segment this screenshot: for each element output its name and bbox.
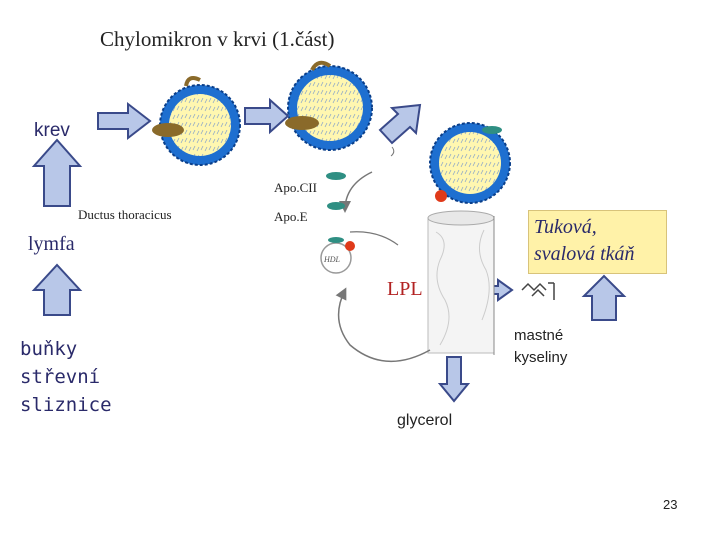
arrow-chylo1-to-chylo2: [245, 100, 288, 132]
chylomicron-1: [152, 78, 240, 165]
label-fatty-line-2: kyseliny: [514, 349, 568, 366]
label-tissue-line-1: Tuková,: [534, 216, 597, 238]
label-hdl: HDL: [324, 255, 341, 264]
label-bunky-line-2: střevní: [20, 366, 101, 388]
label-bunky-line-1: buňky: [20, 338, 78, 360]
arrow-lymph-to-blood: [34, 140, 80, 206]
label-fatty-line-1: mastné: [514, 327, 564, 344]
label-glycerol: glycerol: [397, 412, 453, 429]
arrow-krev-right: [98, 104, 150, 138]
fatty-acid-molecule-icon: [522, 283, 554, 300]
label-tukova-svalova-tkan: [534, 214, 635, 268]
label-apo-cii: Apo.CII: [274, 180, 317, 195]
label-mastne-kyseliny: [514, 325, 567, 369]
label-apo-e: Apo.E: [274, 209, 308, 224]
label-lymfa: lymfa: [28, 233, 75, 255]
slide-title: Chylomikron v krvi (1.část): [100, 27, 335, 51]
arrow-cells-to-lymph: [34, 265, 80, 315]
arrow-glycerol-down: [440, 357, 468, 401]
cycle-lines: [339, 172, 430, 361]
label-bunky-line-3: sliznice: [20, 394, 112, 416]
label-bunky-strevni-sliznice: [20, 335, 112, 419]
label-tissue-line-2: svalová tkáň: [534, 243, 635, 265]
label-krev: krev: [34, 120, 70, 141]
small-mark-icon: [391, 147, 394, 156]
chylomicron-3: [430, 123, 510, 203]
arrow-chylo2-to-chylo3: [380, 105, 420, 143]
arrow-tissue-up: [584, 276, 624, 320]
capillary-vessel: [428, 211, 494, 355]
label-lpl: LPL: [387, 278, 423, 300]
label-ductus-thoracicus: Ductus thoracicus: [78, 207, 172, 222]
page-number: 23: [663, 497, 678, 512]
